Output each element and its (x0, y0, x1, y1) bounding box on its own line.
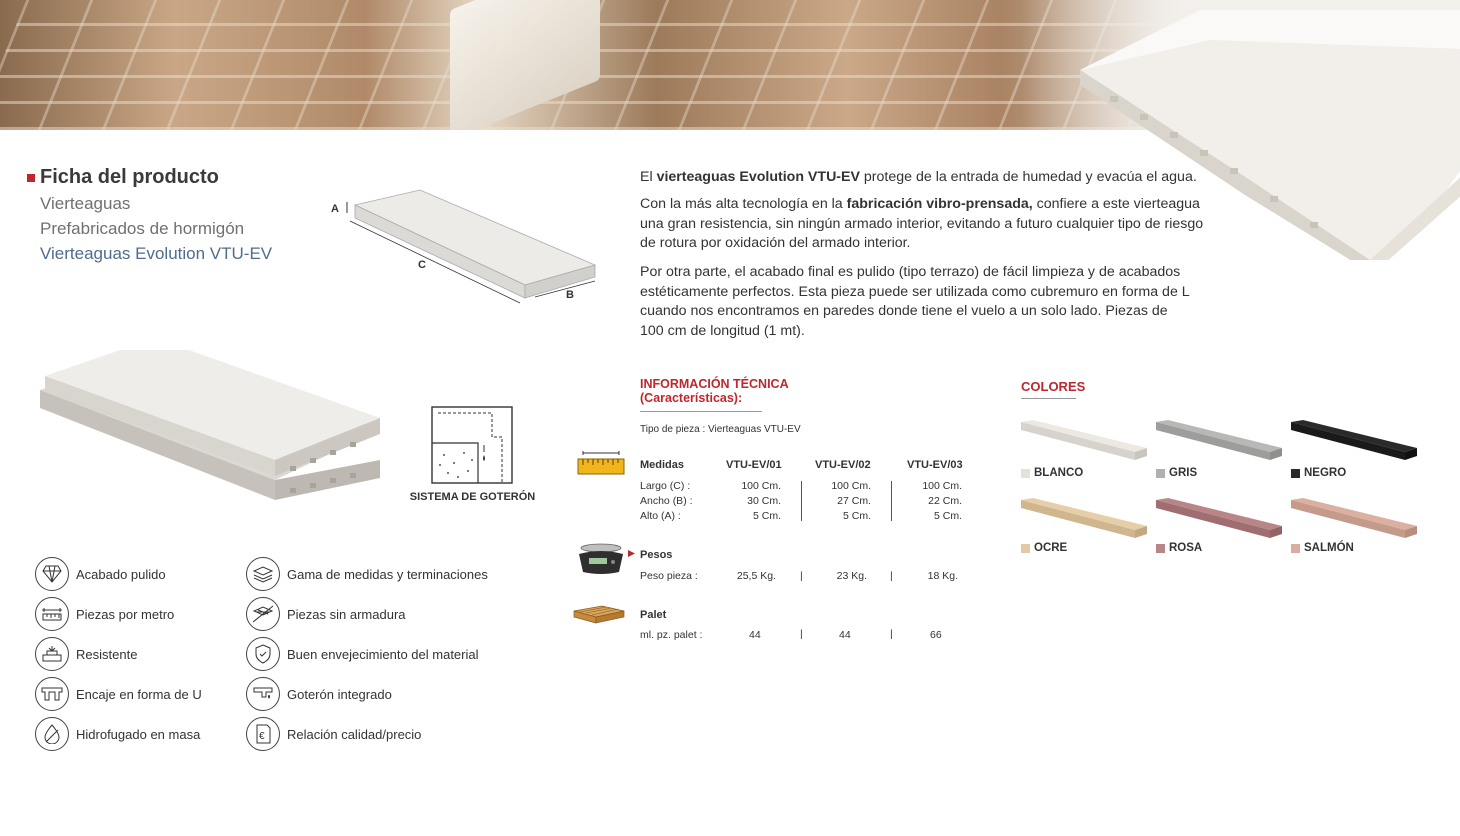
drip-icon (246, 677, 280, 711)
layers-icon (246, 557, 280, 591)
feature-calidad-precio: € Relación calidad/precio (246, 717, 421, 751)
title-marker (27, 174, 35, 182)
swatch-blanco (1019, 418, 1149, 466)
swatch-salmon (1289, 496, 1419, 544)
feature-acabado-pulido: Acabado pulido (35, 557, 166, 591)
tech-title: INFORMACIÓN TÉCNICA (Características): (640, 377, 789, 405)
feature-piezas-por-metro: Piezas por metro (35, 597, 174, 631)
strength-icon (35, 637, 69, 671)
subtitle-category: Vierteaguas (40, 194, 131, 213)
alto-label: Alto (A) : (640, 510, 681, 522)
feature-encaje-u: Encaje en forma de U (35, 677, 202, 711)
color-label-rosa: ROSA (1156, 542, 1202, 554)
peso-pieza-label: Peso pieza : (640, 570, 698, 582)
model-1: VTU-EV/01 (726, 459, 782, 471)
dimension-diagram (325, 185, 610, 310)
label-c: C (418, 259, 426, 271)
subtitle-product: Vierteaguas Evolution VTU-EV (40, 244, 273, 263)
model-3: VTU-EV/03 (907, 459, 963, 471)
diamond-icon (35, 557, 69, 591)
svg-text:€: € (259, 731, 265, 742)
goteron-label: SISTEMA DE GOTERÓN (409, 491, 536, 503)
subtitle-family: Prefabricados de hormigón (40, 219, 245, 238)
medidas-label: Medidas (640, 459, 685, 471)
no-rebar-icon (246, 597, 280, 631)
feature-gama-medidas: Gama de medidas y terminaciones (246, 557, 488, 591)
tipo-pieza: Tipo de pieza : Vierteaguas VTU-EV (640, 424, 801, 435)
pesos-label: Pesos (640, 549, 673, 561)
feature-goteron-integrado: Goterón integrado (246, 677, 392, 711)
largo-label: Largo (C) : (640, 480, 691, 492)
page-title: Ficha del producto (40, 166, 219, 188)
color-label-ocre: OCRE (1021, 542, 1067, 554)
label-b: B (566, 289, 574, 301)
swatch-negro (1289, 418, 1419, 466)
u-fit-icon (35, 677, 69, 711)
feature-hidrofugado: Hidrofugado en masa (35, 717, 200, 751)
description-p2: Con la más alta tecnología en la fabricación vibro-prensada, confiere a este vierteagua una gran resistencia, sin ningún armado interior, evitando a futuro cualquier tipo de riesgo de rotura por oxidación del armado interior. (640, 196, 1204, 251)
feature-resistente: Resistente (35, 637, 137, 671)
model-2: VTU-EV/02 (815, 459, 871, 471)
scale-icon (575, 540, 627, 576)
swatch-rosa (1154, 496, 1284, 544)
stacked-pieces-image (35, 350, 390, 515)
measure-icon (35, 597, 69, 631)
ancho-label: Ancho (B) : (640, 495, 693, 507)
description-p3: Por otra parte, el acabado final es pulido (tipo terrazo) de fácil limpieza y de acabados estéticamente perfectos. Esta pieza puede ser utilizada como cubremuro en forma de L cuando nos encontramos en paredes donde tiene el vuelo a un solo lado. Piezas de 100 cm de longitud (1 mt). (640, 264, 1190, 339)
goteron-diagram-icon (430, 405, 514, 485)
palet-row-label: ml. pz. palet : (640, 629, 703, 641)
color-label-negro: NEGRO (1291, 467, 1346, 479)
label-a: A (331, 203, 339, 215)
play-icon (627, 549, 636, 558)
water-drop-icon (35, 717, 69, 751)
description-p1: El vierteaguas Evolution VTU-EV protege de la entrada de humedad y evacúa el agua. (640, 169, 1197, 185)
color-label-gris: GRIS (1156, 467, 1197, 479)
color-label-blanco: BLANCO (1021, 467, 1083, 479)
color-label-salmon: SALMÓN (1291, 542, 1354, 554)
palet-label: Palet (640, 609, 667, 621)
swatch-gris (1154, 418, 1284, 466)
euro-icon (246, 717, 280, 751)
shield-icon (246, 637, 280, 671)
colors-title: COLORES (1021, 379, 1086, 394)
swatch-ocre (1019, 496, 1149, 544)
pallet-icon (572, 605, 626, 627)
ruler-icon (577, 450, 625, 476)
feature-sin-armadura: Piezas sin armadura (246, 597, 406, 631)
feature-envejecimiento: Buen envejecimiento del material (246, 637, 479, 671)
